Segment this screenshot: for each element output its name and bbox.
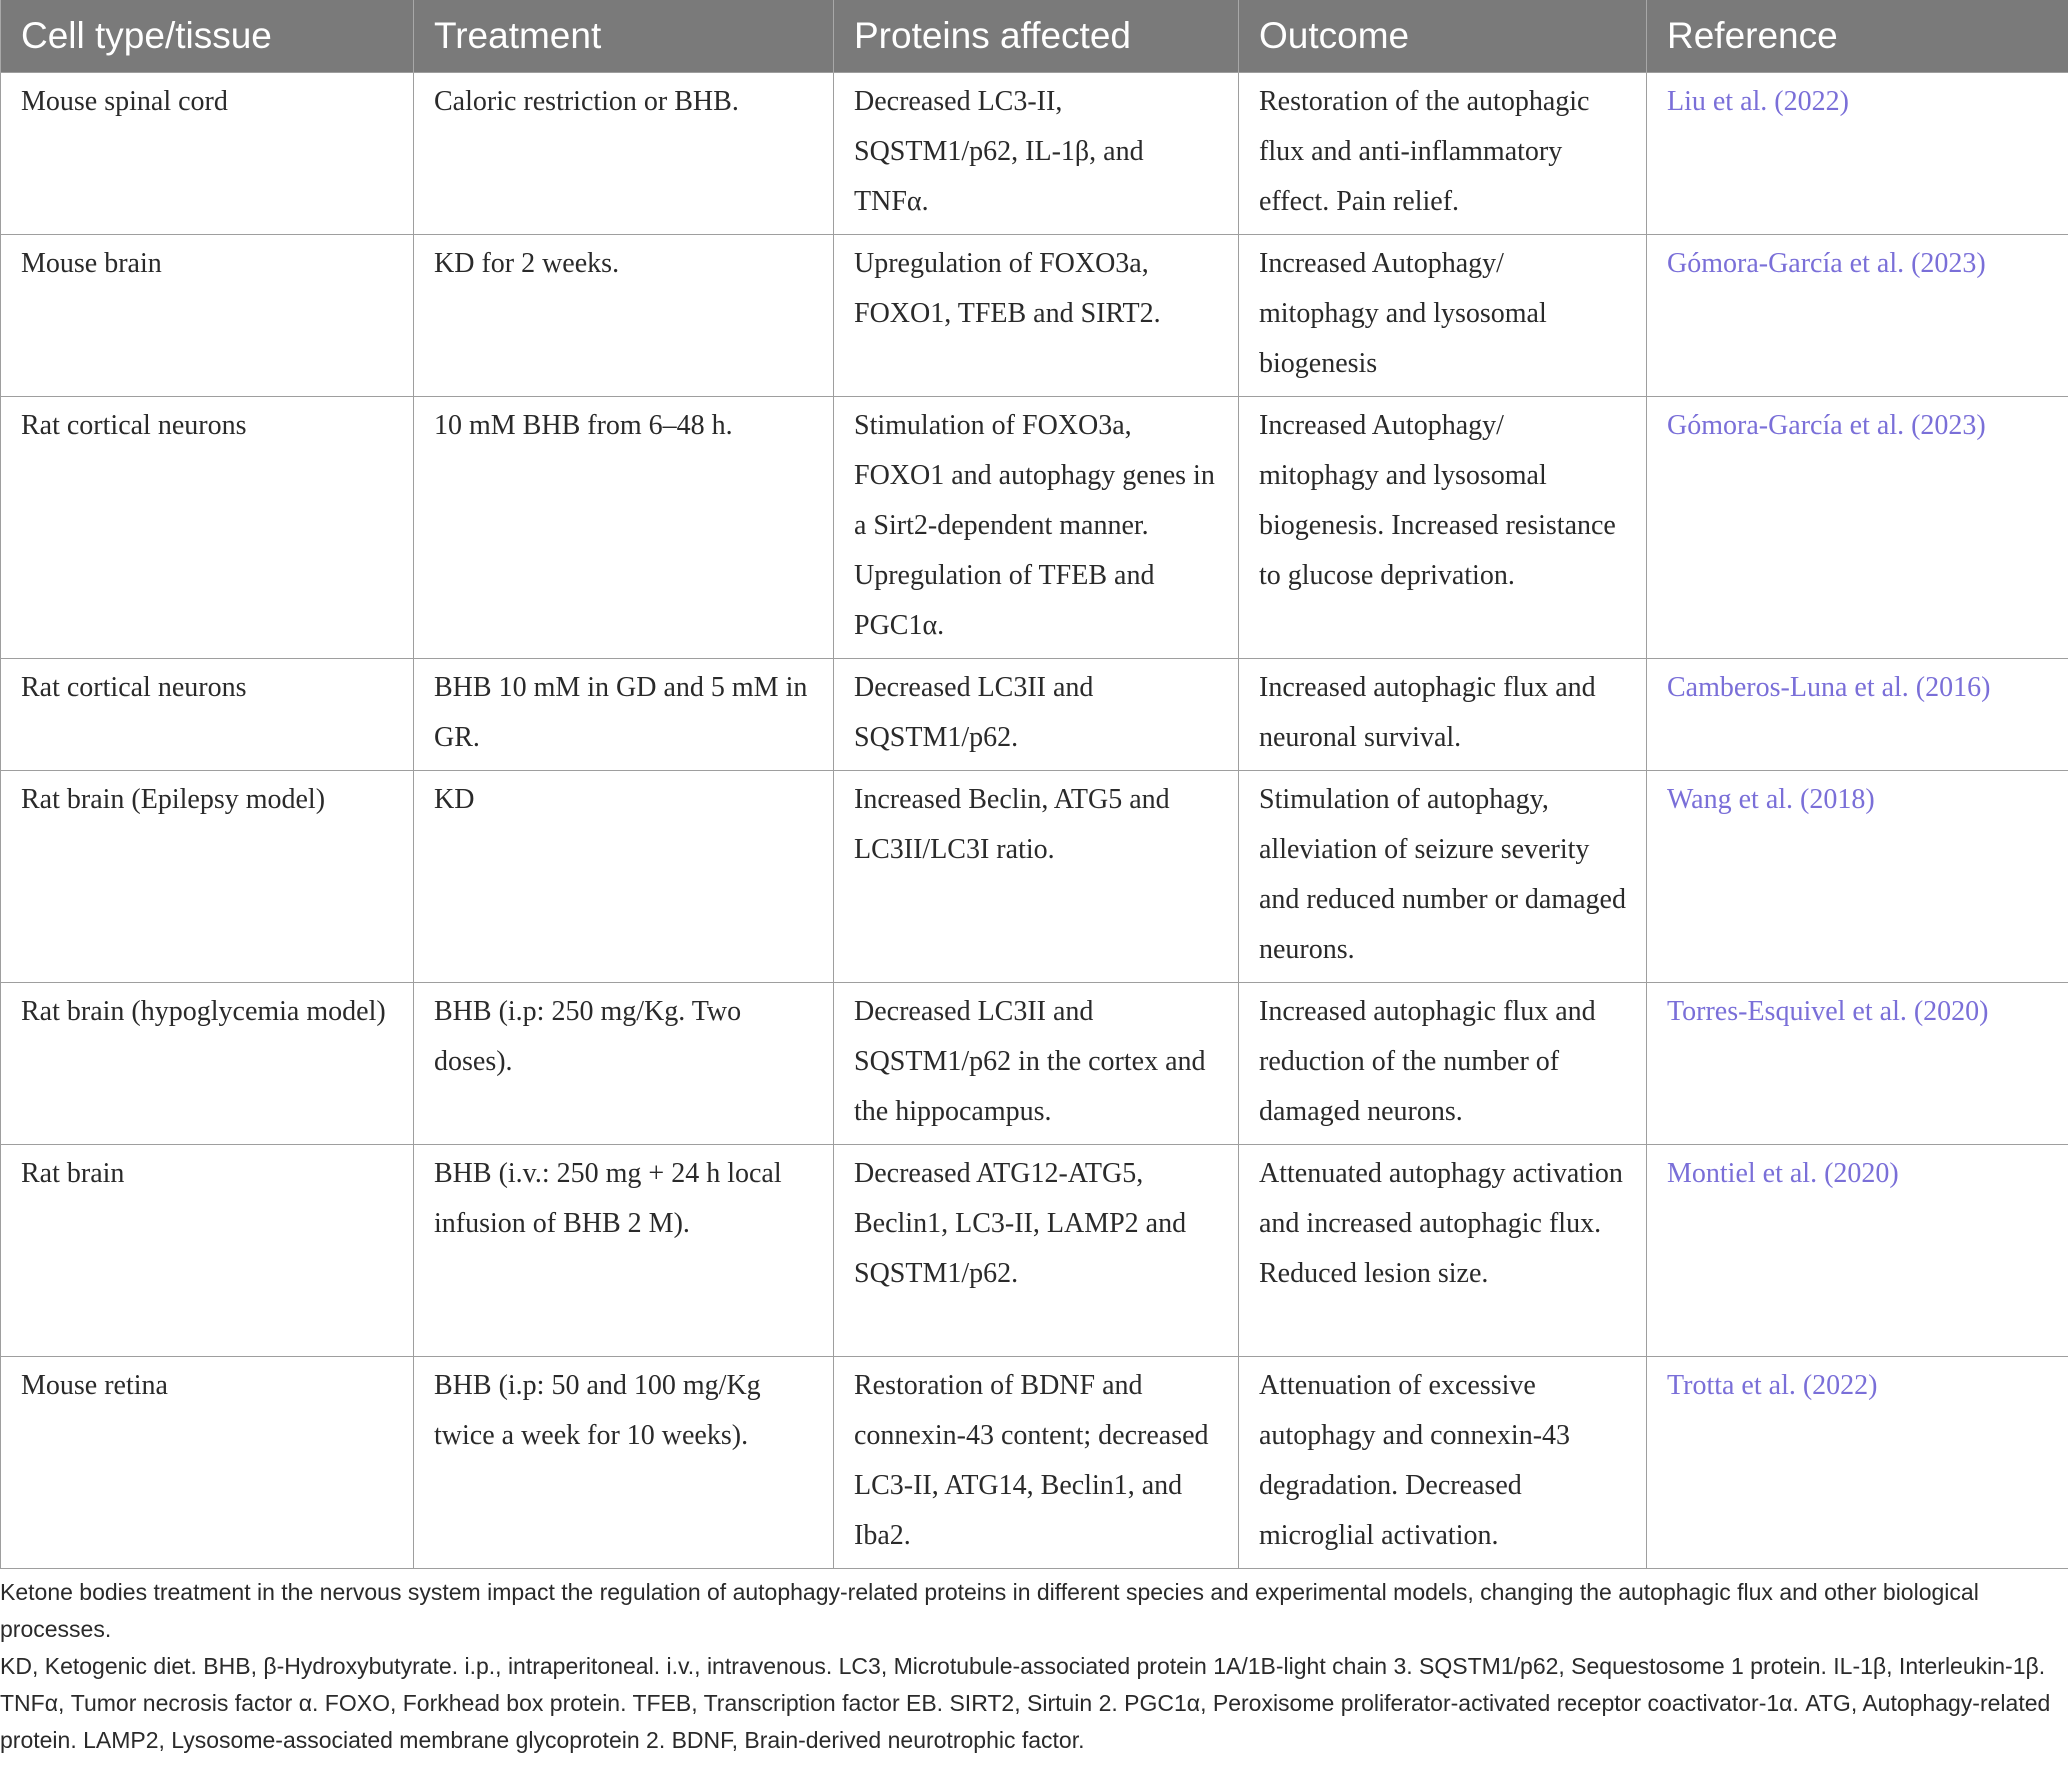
cell-treatment: KD: [414, 770, 834, 982]
cell-type: Mouse spinal cord: [1, 72, 414, 234]
cell-outcome: Increased Autophagy/ mitophagy and lysosomal biogenesis. Increased resistance to glucose deprivation.: [1239, 396, 1647, 658]
cell-type: Rat brain (Epilepsy model): [1, 770, 414, 982]
cell-outcome: Attenuation of excessive autophagy and connexin-43 degradation. Decreased microglial activation.: [1239, 1356, 1647, 1568]
cell-outcome: Increased Autophagy/ mitophagy and lysosomal biogenesis: [1239, 234, 1647, 396]
table-row: [1, 1144, 2068, 1356]
reference-link[interactable]: Gómora-García et al. (2023): [1647, 234, 2068, 396]
cell-type: Rat brain (hypoglycemia model): [1, 982, 414, 1144]
cell-outcome: Stimulation of autophagy, alleviation of seizure severity and reduced number or damaged neurons.: [1239, 770, 1647, 982]
cell-type: Rat cortical neurons: [1, 396, 414, 658]
cell-type: Mouse retina: [1, 1356, 414, 1568]
table-row: [1, 234, 2068, 396]
cell-proteins: Decreased LC3-II, SQSTM1/p62, IL-1β, and TNFα.: [834, 72, 1239, 234]
cell-outcome: Restoration of the autophagic flux and anti-inflammatory effect. Pain relief.: [1239, 72, 1647, 234]
reference-link[interactable]: Trotta et al. (2022): [1647, 1356, 2068, 1568]
table-row: [1, 770, 2068, 982]
reference-link[interactable]: Wang et al. (2018): [1647, 770, 2068, 982]
table-row: [1, 396, 2068, 658]
cell-treatment: Caloric restriction or BHB.: [414, 72, 834, 234]
table-row: [1, 1356, 2068, 1568]
cell-outcome: Increased autophagic flux and neuronal survival.: [1239, 658, 1647, 770]
table-header-row: [1, 0, 2068, 72]
cell-treatment: BHB (i.v.: 250 mg + 24 h local infusion of BHB 2 M).: [414, 1144, 834, 1356]
cell-proteins: Decreased ATG12-ATG5, Beclin1, LC3-II, LAMP2 and SQSTM1/p62.: [834, 1144, 1239, 1356]
cell-type: Mouse brain: [1, 234, 414, 396]
cell-treatment: KD for 2 weeks.: [414, 234, 834, 396]
reference-link[interactable]: Liu et al. (2022): [1647, 72, 2068, 234]
cell-proteins: Increased Beclin, ATG5 and LC3II/LC3I ratio.: [834, 770, 1239, 982]
reference-link[interactable]: Montiel et al. (2020): [1647, 1144, 2068, 1356]
cell-type: Rat brain: [1, 1144, 414, 1356]
table-row: [1, 982, 2068, 1144]
reference-link[interactable]: Torres-Esquivel et al. (2020): [1647, 982, 2068, 1144]
header-outcome: Outcome: [1239, 0, 1647, 72]
header-proteins: Proteins affected: [834, 0, 1239, 72]
cell-proteins: Decreased LC3II and SQSTM1/p62 in the cortex and the hippocampus.: [834, 982, 1239, 1144]
cell-outcome: Attenuated autophagy activation and increased autophagic flux. Reduced lesion size.: [1239, 1144, 1647, 1356]
cell-treatment: 10 mM BHB from 6–48 h.: [414, 396, 834, 658]
table-row: [1, 72, 2068, 234]
table-footnotes: [0, 1574, 2060, 1759]
cell-proteins: Restoration of BDNF and connexin-43 content; decreased LC3-II, ATG14, Beclin1, and Iba2.: [834, 1356, 1239, 1568]
cell-proteins: Upregulation of FOXO3a, FOXO1, TFEB and SIRT2.: [834, 234, 1239, 396]
header-treatment: Treatment: [414, 0, 834, 72]
cell-proteins: Stimulation of FOXO3a, FOXO1 and autophagy genes in a Sirt2-dependent manner. Upregulation of TFEB and PGC1α.: [834, 396, 1239, 658]
table-caption: Ketone bodies treatment in the nervous system impact the regulation of autophagy-related proteins in different species and experimental models, changing the autophagic flux and other biological processes.: [0, 1579, 1979, 1642]
table-row: [1, 658, 2068, 770]
cell-treatment: BHB (i.p: 50 and 100 mg/Kg twice a week for 10 weeks).: [414, 1356, 834, 1568]
cell-treatment: BHB (i.p: 250 mg/Kg. Two doses).: [414, 982, 834, 1144]
reference-link[interactable]: Gómora-García et al. (2023): [1647, 396, 2068, 658]
cell-proteins: Decreased LC3II and SQSTM1/p62.: [834, 658, 1239, 770]
reference-link[interactable]: Camberos-Luna et al. (2016): [1647, 658, 2068, 770]
cell-outcome: Increased autophagic flux and reduction of the number of damaged neurons.: [1239, 982, 1647, 1144]
cell-type: Rat cortical neurons: [1, 658, 414, 770]
header-reference: Reference: [1647, 0, 2068, 72]
cell-treatment: BHB 10 mM in GD and 5 mM in GR.: [414, 658, 834, 770]
header-cell-type: Cell type/tissue: [1, 0, 414, 72]
abbreviations-note: KD, Ketogenic diet. BHB, β-Hydroxybutyrate. i.p., intraperitoneal. i.v., intravenous. LC3, Microtubule-associated protein 1A/1B-light chain 3. SQSTM1/p62, Sequestosome 1 protein. IL-1β, Interleukin-1β. TNFα, Tumor necrosis factor α. FOXO, Forkhead box protein. TFEB, Transcription factor EB. SIRT2, Sirtuin 2. PGC1α, Peroxisome proliferator-activated receptor coactivator-1α. ATG, Autophagy-related protein. LAMP2, Lysosome-associated membrane glycoprotein 2. BDNF, Brain-derived neurotrophic factor.: [0, 1653, 2051, 1753]
